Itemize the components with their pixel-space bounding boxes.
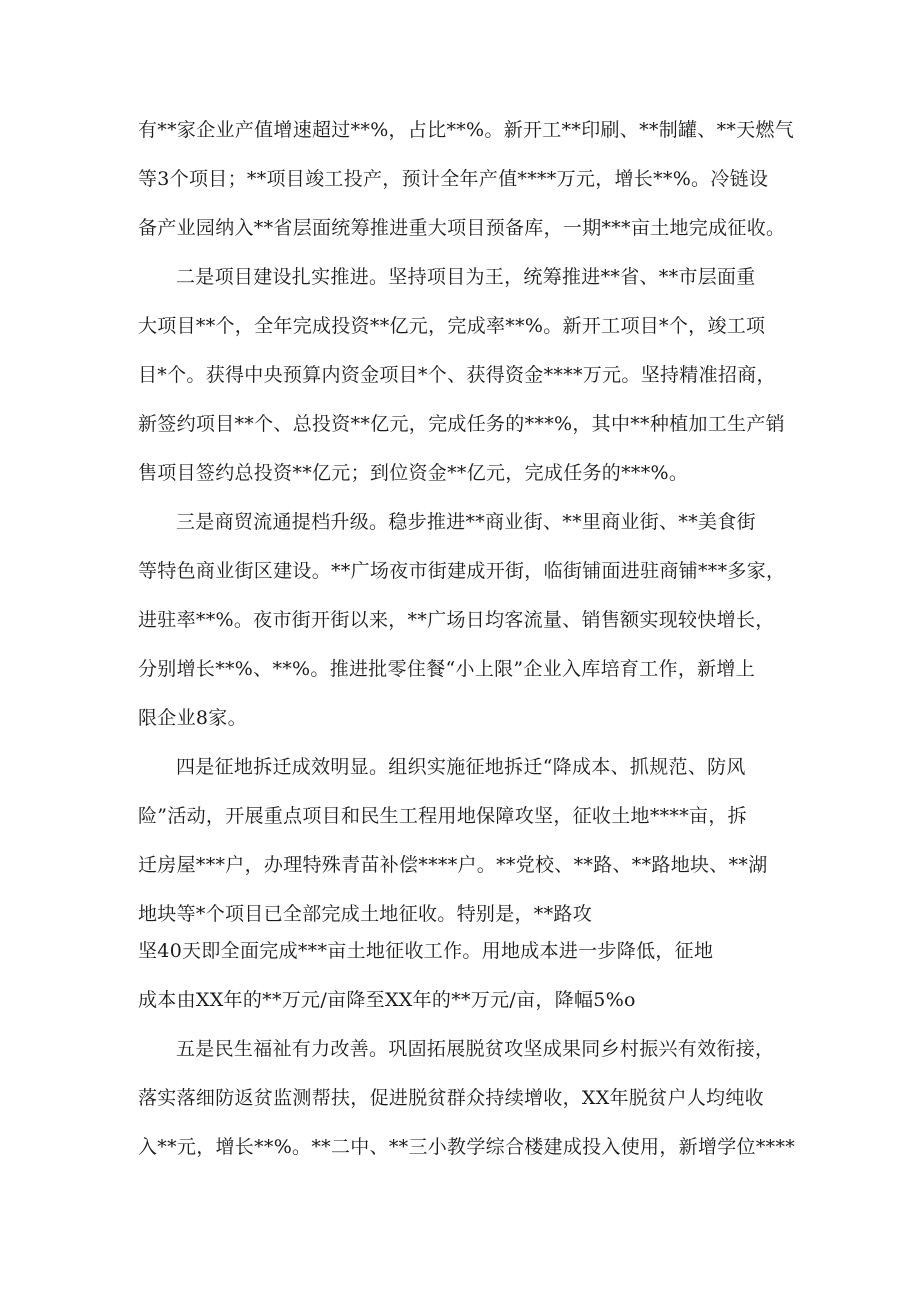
body-text-line: 迁房屋***户，办理特殊青苗补偿****户。**党校、**路、**路地块、**湖 [138, 854, 768, 876]
paragraph-first-line: 二是项目建设扎实推进。坚持项目为王，统筹推进**省、**市层面重 [176, 266, 756, 288]
body-text-line: 等特色商业街区建设。**广场夜市街建成开街，临街铺面进驻商铺***多家， [138, 560, 786, 582]
body-text-line: 有**家企业产值增速超过**%，占比**%。新开工**印刷、**制罐、**天燃气 [138, 119, 795, 141]
body-text-line: 地块等*个项目已全部完成土地征收。特别是，**路攻 [138, 903, 593, 925]
paragraph-first-line: 五是民生福祉有力改善。巩固拓展脱贫攻坚成果同乡村振兴有效衔接， [176, 1038, 775, 1060]
body-text-line: 进驻率**%。夜市街开街以来，**广场日均客流量、销售额实现较快增长， [138, 609, 775, 631]
body-text-line: 新签约项目**个、总投资**亿元，完成任务的***%，其中**种植加工生产销 [138, 413, 785, 435]
body-text-line: 备产业园纳入**省层面统筹推进重大项目预备库，一期***亩土地完成征收。 [138, 217, 786, 239]
body-text-line: 售项目签约总投资**亿元；到位资金**亿元，完成任务的***%。 [138, 462, 689, 484]
body-text-line: 等3个项目；**项目竣工投产，预计全年产值****万元，增长**%。冷链设 [138, 168, 769, 190]
paragraph-first-line: 四是征地拆迁成效明显。组织实施征地拆迁“降成本、抓规范、防风 [176, 756, 746, 778]
body-text-line: 落实落细防返贫监测帮扶，促进脱贫群众持续增收，XX年脱贫户人均纯收 [138, 1087, 764, 1109]
paragraph-first-line: 三是商贸流通提档升级。稳步推进**商业街、**里商业街、**美食街 [176, 511, 756, 533]
body-text-line: 成本由XX年的**万元/亩降至XX年的**万元/亩，降幅5%o [138, 989, 636, 1011]
body-text-line: 目*个。获得中央预算内资金项目*个、获得资金****万元。坚持精准招商， [138, 364, 776, 386]
body-text-line: 险”活动，开展重点项目和民生工程用地保障攻坚，征收土地****亩，拆 [138, 805, 747, 827]
body-text-line: 分别增长**%、**%。推进批零住餐“小上限”企业入库培育工作，新增上 [138, 658, 756, 680]
body-text-line: 入**元，增长**%。**二中、**三小教学综合楼建成投入使用，新增学位**** [138, 1136, 796, 1158]
body-text-line: 坚40天即全面完成***亩土地征收工作。用地成本进一步降低，征地 [138, 940, 714, 962]
body-text-line: 大项目**个，全年完成投资**亿元，完成率**%。新开工项目*个，竣工项 [138, 315, 766, 337]
body-text-line: 限企业8家。 [138, 707, 247, 729]
